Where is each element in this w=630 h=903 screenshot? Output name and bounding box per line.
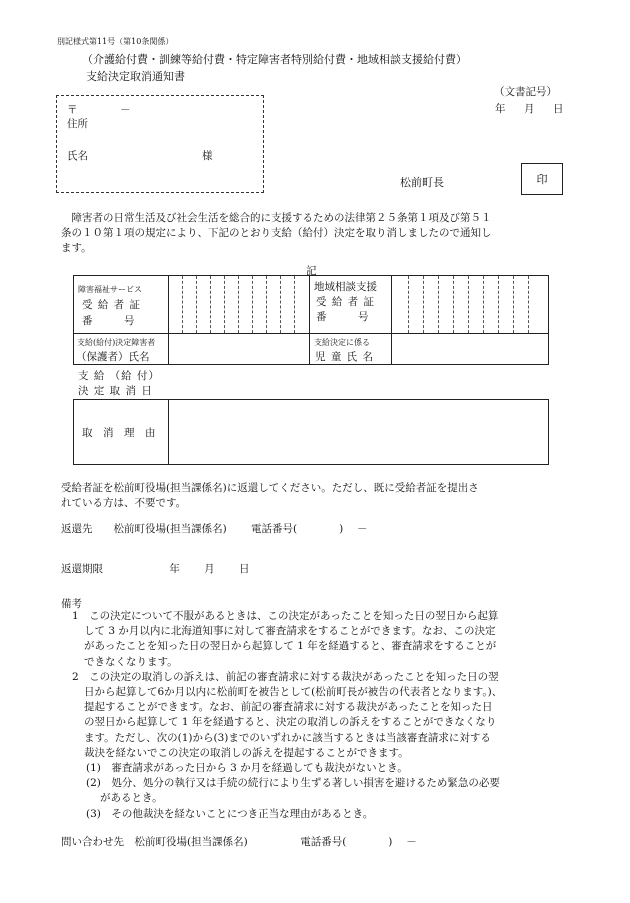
- inquiry: 問い合わせ先 松前町役場(担当課係名) 電話番号( ) －: [61, 836, 417, 848]
- note-line: 提起することができます。なお、前記の審査請求に対する裁決があったことを知った日: [84, 701, 493, 714]
- person-label-cell: [74, 334, 169, 365]
- cert-label-line: 受 給 者 証: [82, 299, 142, 311]
- sub-notes: [86, 761, 500, 822]
- reason-table: [73, 399, 549, 465]
- person-label-main: （保護者）氏名: [76, 351, 150, 363]
- sub-note-line: (3) その他裁決を経ないことにつき正当な理由があるとき。: [86, 807, 374, 820]
- note-line: 2 この決定の取消しの訴えは、前記の審査請求に対する裁決があったことを知った日の翌: [72, 670, 499, 683]
- cert-label-cell: [74, 276, 169, 334]
- seal-stamp: 印: [521, 163, 563, 195]
- child-label-cell: [310, 334, 392, 365]
- chiiki-label-cell: [310, 276, 392, 334]
- chiiki-label-line: 受 給 者 証: [316, 296, 376, 308]
- sub-note-line: があるとき。: [100, 792, 163, 805]
- address-box: [56, 95, 264, 193]
- note-line: 日から起算して6か月以内に松前町を被告として(松前町長が被告の代表者となります。)、: [84, 686, 503, 699]
- cert-number-field[interactable]: [169, 276, 310, 334]
- info-table: [73, 275, 549, 365]
- child-name-field[interactable]: [392, 334, 549, 365]
- return-to: 返還先 松前町役場(担当課係名) 電話番号( ) －: [61, 523, 368, 535]
- person-label-small: 支給(給付)決定障害者: [77, 338, 156, 347]
- note-line: できなくなります。: [84, 655, 178, 668]
- reason-label: 取 消 理 由: [82, 427, 156, 439]
- child-label-small: 支給決定に係る: [314, 338, 370, 347]
- notes-1: [72, 609, 502, 761]
- reason-label-cell: [74, 400, 169, 465]
- chiiki-number-field[interactable]: [392, 276, 549, 334]
- ki-heading: 記: [306, 265, 317, 277]
- note-line: の翌日から起算して 1 年を経過すると、決定の取消しの訴えをすることができなくなり: [84, 716, 497, 729]
- date-label: 年 月 日: [495, 103, 568, 115]
- doc-number: （文書記号）: [494, 86, 557, 98]
- chiiki-label-line: 番 号: [316, 311, 369, 323]
- cert-label-small: 障害福祉サービス: [78, 285, 142, 294]
- body-text: [61, 211, 492, 257]
- return-text: [61, 481, 479, 511]
- person-name-field[interactable]: [169, 334, 310, 365]
- note-line: 裁決を経ないでこの決定の取消しの訴えを提起することができます。: [84, 746, 409, 759]
- form-number: 別記様式第11号（第10条関係）: [57, 37, 174, 46]
- note-line: ます。ただし、次の(1)から(3)までのいずれかに該当するときは当該審査請求に対する: [84, 731, 491, 744]
- issuer: 松前町長: [400, 176, 444, 189]
- name-label: 氏名: [67, 150, 88, 162]
- cancel-date-label: 支 給 （給 付）: [78, 370, 161, 382]
- title-line1: （介護給付費・訓練等給付費・特定障害者特別給付費・地域相談支援給付費）: [82, 53, 467, 66]
- honorific: 様: [202, 150, 213, 162]
- cancel-date-label: 決 定 取 消 日: [78, 385, 153, 397]
- postal-dash: －: [120, 104, 131, 116]
- page-title: 支給決定取消通知書: [86, 70, 185, 83]
- return-line: 受給者証を松前町役場(担当課係名)に返還してください。ただし、既に受給者証を提出さ: [61, 482, 479, 494]
- note-line: 1 この決定について不服があるときは、この決定があったことを知った日の翌日から起算: [72, 610, 499, 622]
- body-line: 障害者の日常生活及び社会生活を総合的に支援するための法律第２５条第１項及び第５１: [61, 212, 492, 224]
- return-line: れている方は、不要です。: [61, 497, 187, 510]
- postal-mark: 〒: [67, 104, 78, 116]
- sub-note-line: (1) 審査請求があった日から 3 か月を経過しても裁決がないとき。: [86, 762, 408, 774]
- address-label: 住所: [67, 118, 88, 130]
- child-label-main: 児 童 氏 名: [315, 351, 375, 363]
- note-line: があったことを知った日の翌日から起算して 1 年を経過すると、審査請求をすることが: [84, 640, 497, 653]
- return-deadline: 返還期限 年 月 日: [61, 563, 250, 575]
- sub-note-line: (2) 処分、処分の執行又は手続の続行により生ずる著しい損害を避けるため緊急の必要: [86, 777, 500, 790]
- body-line: ます。: [61, 242, 92, 255]
- body-line: 条の１０第１項の規定により、下記のとおり支給（給付）決定を取り消しましたので通知し: [61, 227, 492, 240]
- cert-label-line: 番 号: [82, 315, 135, 327]
- reason-field[interactable]: [169, 400, 549, 465]
- note-line: して 3 か月以内に北海道知事に対して審査請求をすることができます。なお、この決定: [84, 625, 496, 638]
- chiiki-label-line: 地域相談支援: [314, 281, 377, 293]
- notes-title: 備考: [61, 598, 82, 610]
